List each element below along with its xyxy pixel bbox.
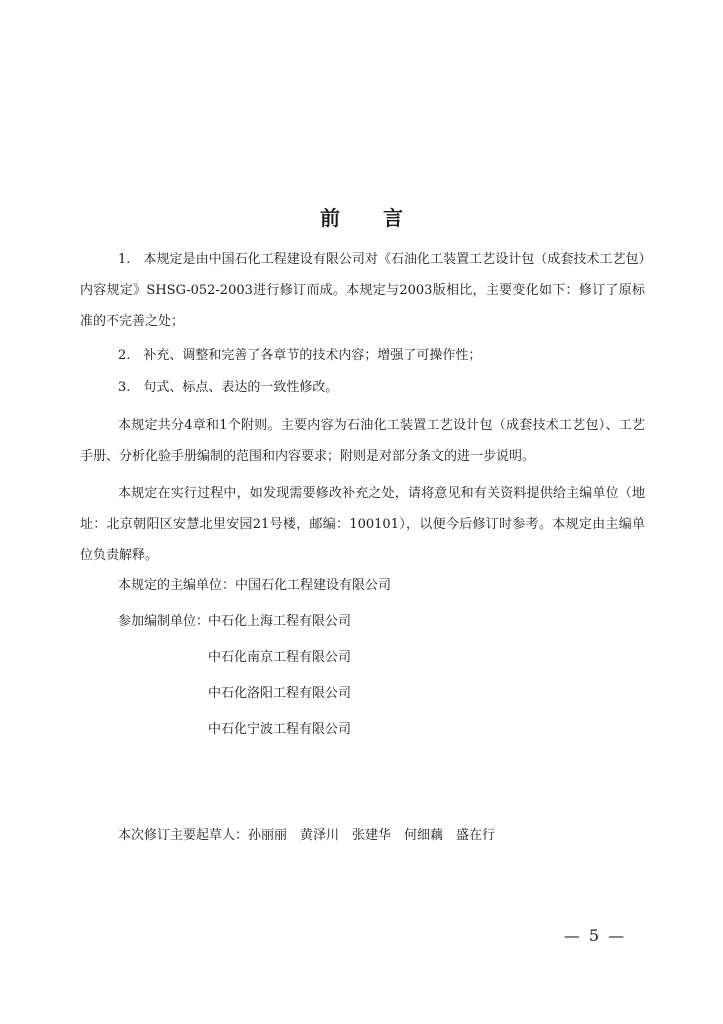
participant-unit: 中石化上海工程有限公司	[208, 614, 352, 629]
page-number: — 5 —	[563, 926, 627, 945]
participant-unit: 中石化宁波工程有限公司	[208, 722, 352, 737]
paragraph-5: 本规定在实行过程中，如发现需要修改补充之处，请将意见和有关资料提供给主编单位（地址：北京朝阳区安慧北里安园21号楼，邮编：100101），以便今后修订时参考。本规定由主编单位负责解释。	[80, 486, 645, 563]
participant-unit: 中石化洛阳工程有限公司	[208, 686, 352, 701]
paragraph-4: 本规定共分4章和1个附则。主要内容为石油化工装置工艺设计包（成套技术工艺包）、工艺手册、分析化验手册编制的范围和内容要求；附则是对部分条文的进一步说明。	[80, 418, 645, 464]
paragraph-1: 1. 本规定是由中国石化工程建设有限公司对《石油化工装置工艺设计包（成套技术工艺包）内容规定》SHSG-052-2003进行修订而成。本规定与2003版相比，主要变化如下：修订了原标准的不完善之处；	[80, 252, 645, 329]
participants-label: 参加编制单位：	[118, 614, 210, 629]
page-title: 前 言	[320, 206, 421, 230]
paragraph-3: 3. 句式、标点、表达的一致性修改。	[118, 380, 339, 395]
drafters: 本次修订主要起草人：孙丽丽 黄泽川 张建华 何细藕 盛在行	[118, 828, 496, 843]
paragraph-2: 2. 补充、调整和完善了各章节的技术内容；增强了可操作性；	[118, 348, 482, 363]
participant-unit: 中石化南京工程有限公司	[208, 650, 352, 665]
chief-unit: 本规定的主编单位：中国石化工程建设有限公司	[118, 578, 392, 593]
